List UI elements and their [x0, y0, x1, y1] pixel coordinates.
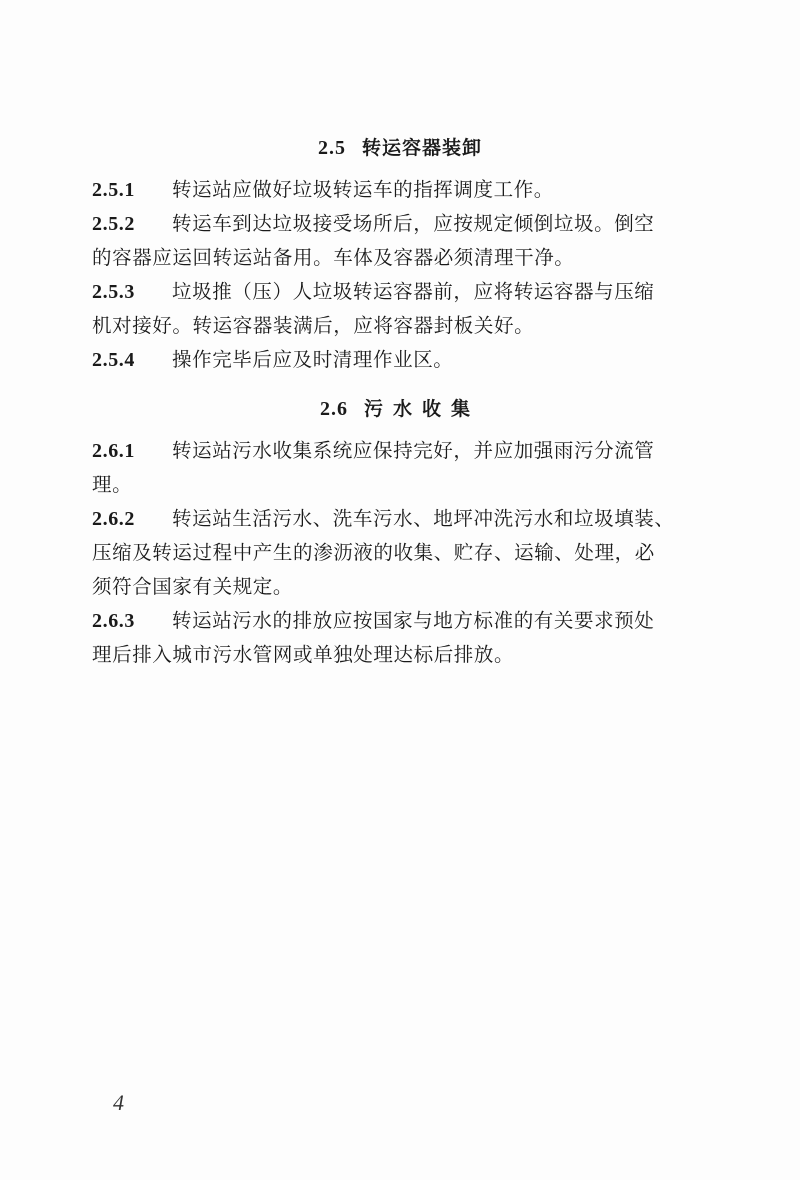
- clause-text: 垃圾推（压）人垃圾转运容器前，应将转运容器与压缩: [172, 280, 655, 303]
- clause-2-5-2: [92, 207, 732, 241]
- section-number: 2.5: [317, 137, 346, 159]
- clause-text: 理。: [92, 473, 133, 496]
- section-heading-2-6: [0, 394, 800, 421]
- section-title: 转运容器装卸: [361, 137, 482, 159]
- clause-text: 压缩及转运过程中产生的渗沥液的收集、贮存、运输、处理，必: [92, 541, 655, 564]
- clause-2-5-1: [92, 173, 732, 207]
- clause-number: 2.6.2: [92, 508, 135, 530]
- clause-2-5-3-continued: [92, 309, 732, 343]
- clause-text: 转运站生活污水、洗车污水、地坪冲洗污水和垃圾填装、: [172, 507, 675, 530]
- clause-text: 转运站污水收集系统应保持完好，并应加强雨污分流管: [172, 439, 655, 462]
- clause-text: 操作完毕后应及时清理作业区。: [172, 348, 454, 371]
- clause-2-6-1-continued: [92, 468, 732, 502]
- clause-text: 转运站污水的排放应按国家与地方标准的有关要求预处: [172, 609, 655, 632]
- clause-number: 2.6.1: [92, 440, 135, 462]
- clause-text: 须符合国家有关规定。: [92, 575, 294, 598]
- clause-2-6-3: [92, 604, 732, 638]
- clause-2-5-3: [92, 275, 732, 309]
- clause-number: 2.5.2: [92, 213, 135, 235]
- clause-text: 转运站应做好垃圾转运车的指挥调度工作。: [172, 178, 554, 201]
- clause-number: 2.5.4: [92, 349, 135, 371]
- clause-2-6-1: [92, 434, 732, 468]
- clause-2-5-4: [92, 343, 732, 377]
- clause-number: 2.5.1: [92, 179, 135, 201]
- section-heading-2-5: [0, 133, 800, 160]
- section-title: 污水收集: [363, 398, 480, 420]
- clause-text: 的容器应运回转运站备用。车体及容器必须清理干净。: [92, 246, 575, 269]
- clause-2-5-2-continued: [92, 241, 732, 275]
- clause-text: 转运车到达垃圾接受场所后，应按规定倾倒垃圾。倒空: [172, 212, 655, 235]
- clause-text: 理后排入城市污水管网或单独处理达标后排放。: [92, 643, 515, 666]
- page-number: 4: [113, 1090, 124, 1115]
- clause-number: 2.5.3: [92, 281, 135, 303]
- clause-text: 机对接好。转运容器装满后，应将容器封板关好。: [92, 314, 535, 337]
- clause-2-6-2-continued-2: [92, 570, 732, 604]
- clause-2-6-2-continued-1: [92, 536, 732, 570]
- clause-2-6-2: [92, 502, 732, 536]
- section-number: 2.6: [319, 398, 348, 420]
- clause-2-6-3-continued: [92, 638, 732, 672]
- clause-number: 2.6.3: [92, 610, 135, 632]
